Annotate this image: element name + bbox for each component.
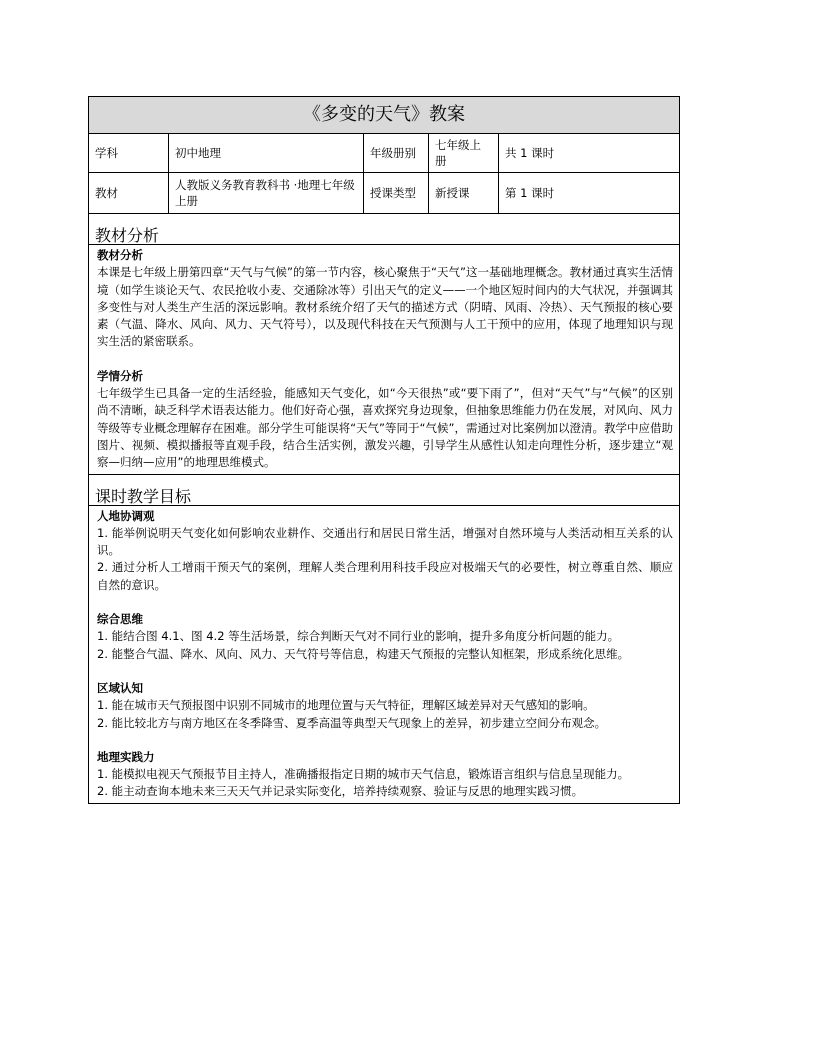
section-heading-objectives: 课时教学目标 — [89, 474, 680, 505]
textbook-label: 教材 — [89, 173, 169, 214]
objective-group-title: 综合思维 — [97, 612, 143, 627]
info-row — [89, 173, 680, 214]
document-title: 《多变的天气》教案 — [89, 97, 680, 134]
objective-group-title: 地理实践力 — [97, 749, 155, 764]
lesson-type-label: 授课类型 — [364, 173, 429, 214]
lesson-plan-table — [88, 96, 680, 804]
objective-item: 2. 能整合气温、降水、风向、风力、天气符号等信息，构建天气预报的完整认知框架，形成系统化思维。 — [97, 646, 630, 661]
lesson-type-value: 新授课 — [429, 173, 499, 214]
lesson-plan-document — [88, 96, 679, 804]
objective-group-title: 区域认知 — [97, 680, 143, 695]
objectives-body — [89, 505, 680, 803]
textbook-value: 人教版义务教育教科书 ·地理七年级上册 — [169, 173, 364, 214]
subheading-student-analysis: 学情分析 — [97, 368, 143, 383]
grade-value: 七年级上册 — [429, 134, 499, 173]
analysis-body — [89, 245, 680, 475]
subject-label: 学科 — [89, 134, 169, 173]
objective-group-title: 人地协调观 — [97, 508, 155, 523]
subject-value: 初中地理 — [169, 134, 364, 173]
student-analysis-text: 七年级学生已具备一定的生活经验，能感知天气变化，如“今天很热”或“要下雨了”，但对“天气”与“气候”的区别尚不清晰，缺乏科学术语表达能力。他们好奇心强，喜欢探究身边现象，但抽象思维能力仍在发展，对风向、风力等级等专业概念理解存在困难。部分学生可能误将“天气”等同于“气候”，需通过对比案例加以澄清。教学中应借助图片、视频、模拟播报等直观手段，结合生活实例，激发兴趣，引导学生从感性认知走向理性分析，逐步建立“观察—归纳—应用”的地理思维模式。 — [97, 386, 674, 470]
section-heading-analysis: 教材分析 — [89, 214, 680, 245]
objective-item: 1. 能举例说明天气变化如何影响农业耕作、交通出行和居民日常生活，增强对自然环境与人类活动相互关系的认识。 — [97, 525, 674, 558]
grade-label: 年级册别 — [364, 134, 429, 173]
objective-item: 1. 能结合图 4.1、图 4.2 等生活场景，综合判断天气对不同行业的影响，提升多角度分析问题的能力。 — [97, 629, 620, 644]
textbook-analysis-text: 本课是七年级上册第四章“天气与气候”的第一节内容，核心聚焦于“天气”这一基础地理概念。教材通过真实生活情境（如学生谈论天气、农民抢收小麦、交通除冰等）引出天气的定义——一个地区短时间内的大气状况，并强调其多变性与对人类生产生活的深远影响。教材系统介绍了天气的描述方式（阴晴、风雨、冷热）、天气预报的核心要素（气温、降水、风向、风力、天气符号），以及现代科技在天气预测与人工干预中的应用，体现了地理知识与现实生活的紧密联系。 — [97, 265, 674, 349]
lesson-number: 第 1 课时 — [499, 173, 680, 214]
objective-item: 2. 能比较北方与南方地区在冬季降雪、夏季高温等典型天气现象上的差异，初步建立空间分布观念。 — [97, 715, 607, 730]
objective-item: 1. 能模拟电视天气预报节目主持人，准确播报指定日期的城市天气信息，锻炼语言组织与信息呈现能力。 — [97, 767, 630, 782]
info-row — [89, 134, 680, 173]
objective-item: 2. 能主动查询本地未来三天天气并记录实际变化，培养持续观察、验证与反思的地理实践习惯。 — [97, 784, 584, 799]
subheading-textbook-analysis: 教材分析 — [97, 248, 143, 262]
objective-item: 1. 能在城市天气预报图中识别不同城市的地理位置与天气特征，理解区域差异对天气感知的影响。 — [97, 698, 595, 713]
total-hours: 共 1 课时 — [499, 134, 680, 173]
objective-item: 2. 通过分析人工增雨干预天气的案例，理解人类合理利用科技手段应对极端天气的必要性，树立尊重自然、顺应自然的意识。 — [97, 560, 674, 592]
